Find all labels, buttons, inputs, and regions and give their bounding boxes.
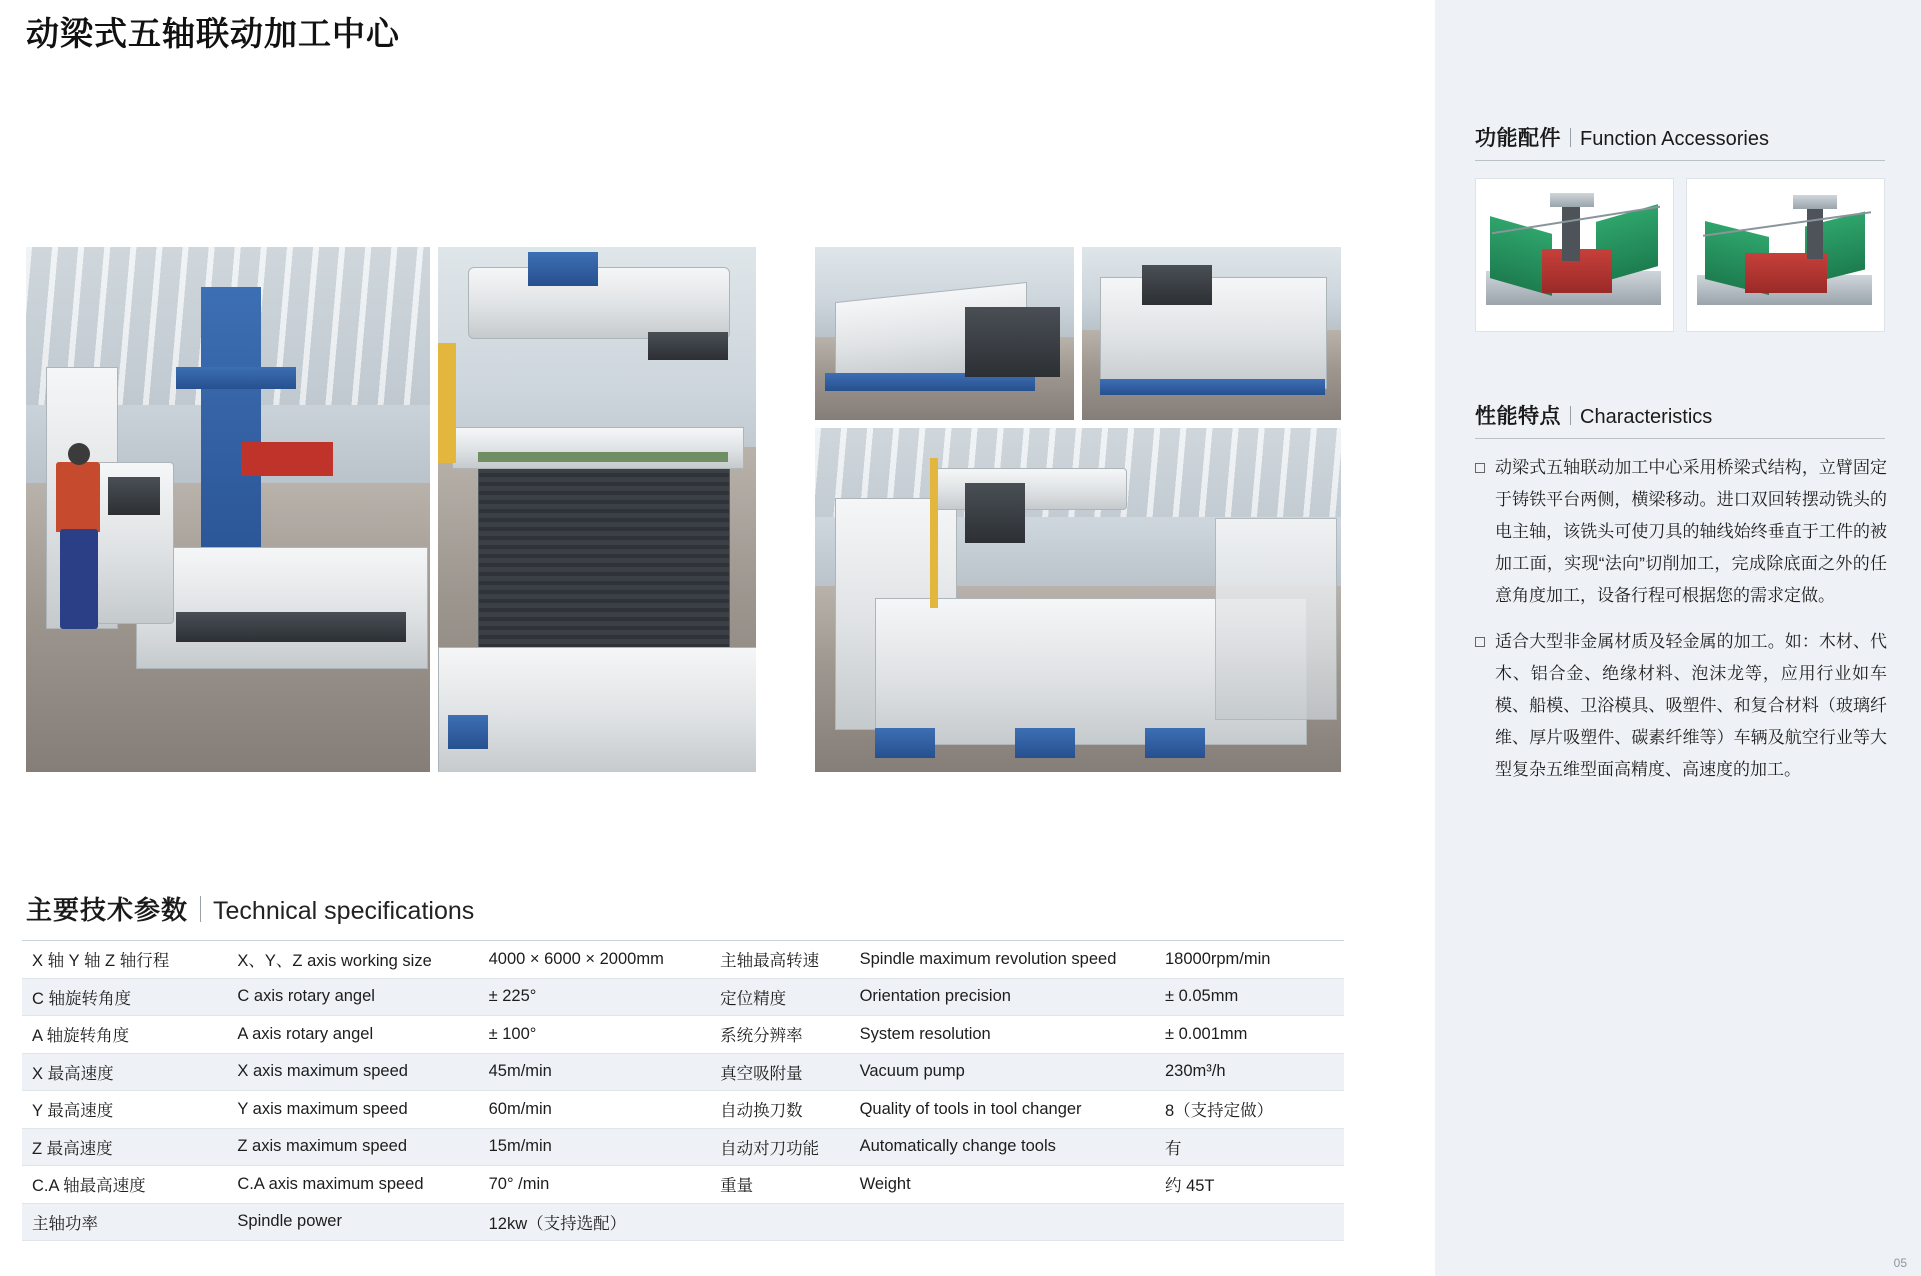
square-bullet-icon: [1475, 463, 1485, 473]
cell-param-en: C axis rotary angel: [227, 978, 478, 1016]
cell-value2: ± 0.001mm: [1155, 1016, 1344, 1054]
characteristics-list: [1475, 452, 1887, 800]
cell-param-cn: 主轴功率: [22, 1203, 227, 1241]
cell-param2-cn: [710, 1203, 850, 1241]
cell-value: 45m/min: [479, 1053, 710, 1091]
cell-param2-en: Weight: [850, 1166, 1155, 1204]
cell-value2: ± 0.05mm: [1155, 978, 1344, 1016]
cell-param-en: A axis rotary angel: [227, 1016, 478, 1054]
cell-param-cn: Z 最高速度: [22, 1128, 227, 1166]
photo-assembly-line: [815, 428, 1341, 772]
square-bullet-icon: [1475, 637, 1485, 647]
photo-frame-welding: [815, 247, 1074, 420]
list-item-text: 适合大型非金属材质及轻金属的加工。如：木材、代木、铝合金、绝缘材料、泡沫龙等，应用行业如车模、船模、卫浴模具、吸塑件、和复合材料（玻璃纤维、厚片吸塑件、碳素纤维等）车辆及航空行业等大型复杂五维型面高精度、高速度的加工。: [1495, 632, 1887, 779]
list-item-text: 动梁式五轴联动加工中心采用桥梁式结构，立臂固定于铸铁平台两侧，横梁移动。进口双回转摆动铣头的电主轴，该铣头可使刀具的轴线始终垂直于工件的被加工面，实现“法向”切削加工，完成除底面之外的任意角度加工，设备行程可根据您的需求定做。: [1495, 458, 1887, 605]
specifications-table: [22, 940, 1344, 1241]
photo-enclosure: [1082, 247, 1341, 420]
cell-value2: 8（支持定做）: [1155, 1091, 1344, 1129]
cell-value2: 230m³/h: [1155, 1053, 1344, 1091]
photo-gantry-beam: [438, 247, 756, 772]
cell-param2-cn: 主轴最高转速: [710, 941, 850, 979]
cell-param2-cn: 系统分辨率: [710, 1016, 850, 1054]
characteristics-heading: [1475, 400, 1885, 439]
cell-param2-cn: 自动换刀数: [710, 1091, 850, 1129]
table-row: [22, 941, 1344, 979]
table-row: [22, 1091, 1344, 1129]
cell-param2-cn: 重量: [710, 1166, 850, 1204]
cell-param-cn: X 最高速度: [22, 1053, 227, 1091]
cell-value: 4000 × 6000 × 2000mm: [479, 941, 710, 979]
cell-param-cn: X 轴 Y 轴 Z 轴行程: [22, 941, 227, 979]
cell-param-cn: C.A 轴最高速度: [22, 1166, 227, 1204]
cell-value: 15m/min: [479, 1128, 710, 1166]
accessories-heading-en: Function Accessories: [1580, 128, 1769, 150]
cell-value: 70° /min: [479, 1166, 710, 1204]
cell-param2-cn: 真空吸附量: [710, 1053, 850, 1091]
accessories-image-row: [1475, 178, 1885, 332]
cell-param2-en: Automatically change tools: [850, 1128, 1155, 1166]
cell-param-cn: C 轴旋转角度: [22, 978, 227, 1016]
cell-param-cn: Y 最高速度: [22, 1091, 227, 1129]
cell-value2: 有: [1155, 1128, 1344, 1166]
right-sidebar-panel: [1435, 0, 1921, 1276]
cell-param2-en: System resolution: [850, 1016, 1155, 1054]
cell-value2: [1155, 1203, 1344, 1241]
accessory-cad-view-2: [1686, 178, 1885, 332]
cell-value: ± 225°: [479, 978, 710, 1016]
page-number: 05: [1893, 1256, 1907, 1270]
cell-param-en: Y axis maximum speed: [227, 1091, 478, 1129]
cell-param-en: X、Y、Z axis working size: [227, 941, 478, 979]
specifications-heading-cn: 主要技术参数: [26, 895, 189, 925]
heading-divider: [200, 896, 201, 922]
cell-value2: 18000rpm/min: [1155, 941, 1344, 979]
heading-divider: [1570, 128, 1571, 147]
table-row: [22, 1053, 1344, 1091]
cell-value: 60m/min: [479, 1091, 710, 1129]
characteristics-heading-en: Characteristics: [1580, 406, 1713, 428]
page-title: 动梁式五轴联动加工中心: [26, 15, 400, 52]
cell-param2-en: Vacuum pump: [850, 1053, 1155, 1091]
cell-value: 12kw（支持选配）: [479, 1203, 710, 1241]
accessories-heading: [1475, 122, 1885, 161]
cell-value: ± 100°: [479, 1016, 710, 1054]
photo-machine-overview: [26, 247, 430, 772]
heading-divider: [1570, 406, 1571, 425]
cell-param2-cn: 定位精度: [710, 978, 850, 1016]
cell-param-en: Spindle power: [227, 1203, 478, 1241]
specifications-heading-en: Technical specifications: [213, 897, 475, 925]
cell-param-cn: A 轴旋转角度: [22, 1016, 227, 1054]
accessories-heading-cn: 功能配件: [1475, 127, 1561, 150]
cell-param-en: C.A axis maximum speed: [227, 1166, 478, 1204]
cell-param2-cn: 自动对刀功能: [710, 1128, 850, 1166]
table-row: [22, 1203, 1344, 1241]
cell-param2-en: Quality of tools in tool changer: [850, 1091, 1155, 1129]
table-row: [22, 1016, 1344, 1054]
cell-param2-en: Orientation precision: [850, 978, 1155, 1016]
cell-param-en: X axis maximum speed: [227, 1053, 478, 1091]
cell-param2-en: Spindle maximum revolution speed: [850, 941, 1155, 979]
list-item: [1475, 452, 1887, 612]
list-item: [1475, 626, 1887, 786]
cell-value2: 约 45T: [1155, 1166, 1344, 1204]
photo-gallery: [26, 247, 1341, 772]
table-row: [22, 1166, 1344, 1204]
table-row: [22, 1128, 1344, 1166]
cell-param-en: Z axis maximum speed: [227, 1128, 478, 1166]
specifications-heading: [26, 890, 474, 927]
characteristics-heading-cn: 性能特点: [1475, 405, 1561, 428]
accessory-cad-view-1: [1475, 178, 1674, 332]
table-row: [22, 978, 1344, 1016]
cell-param2-en: [850, 1203, 1155, 1241]
